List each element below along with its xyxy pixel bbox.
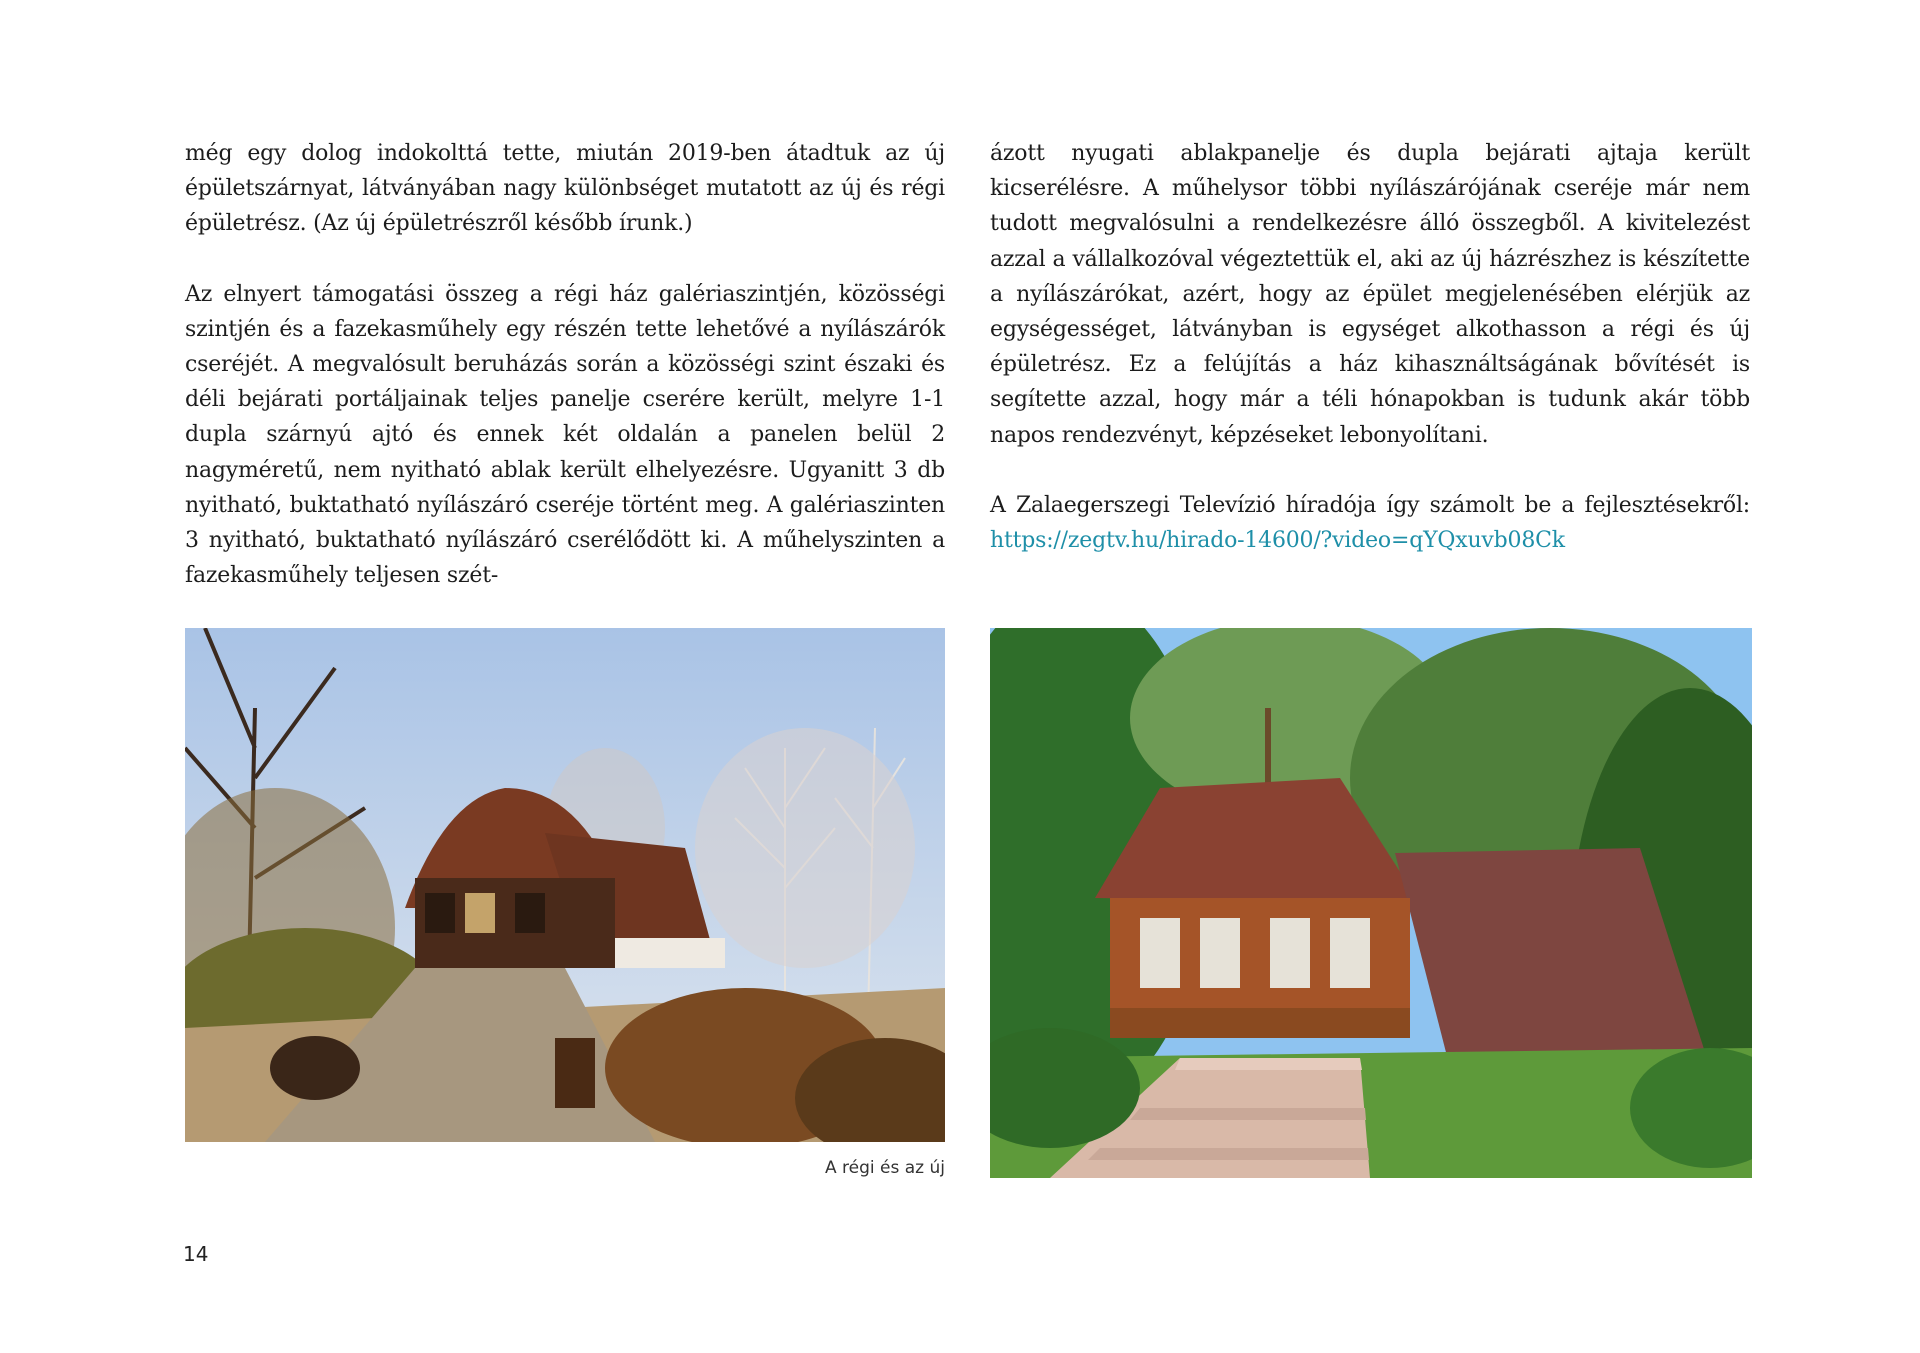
tv-text: A Zalaegerszegi Televízió híradója így számolt be a fejlesztésekről: (990, 492, 1750, 518)
photo-caption: A régi és az új (825, 1158, 945, 1178)
tv-paragraph (990, 488, 1750, 558)
tv-video-link[interactable]: https://zegtv.hu/hirado-14600/?video=qYQxuvb08Ck (990, 528, 1565, 554)
paragraph: ázott nyugati ablakpanelje és dupla bejárati ajtaja került kicserélésre. A műhelysor többi nyílászárójának cseréje már nem tudott megvalósulni a rendelkezésre álló összegből. A kivitelezést azzal a vállalkozóval végeztettük el, aki az új házrészhez is készítette a nyílászárókat, azért, hogy az épület megjelenésében elérjük az egységességet, látványban is egységet alkothasson a régi és új épületrész. Ez a felújítás a ház kihasználtságának bővítését is segítette azzal, hogy már a téli hónapokban is tudunk akár több napos rendezvényt, képzéseket lebonyolítani. (990, 141, 1750, 448)
paragraph: Az elnyert támogatási összeg a régi ház galériaszintjén, közösségi szintjén és a fazekasműhely egy részén tette lehetővé a nyílászárók cseréjét. A megvalósult beruházás során a közösségi szint északi és déli bejárati portáljainak teljes panelje cserére került, melyre 1-1 dupla szárnyú ajtó és ennek két oldalán a panelen belül 2 nagyméretű, nem nyitható ablak került elhelyezésre. Ugyanitt 3 db nyitható, buktatható nyílászáró cseréje történt meg. A galériaszinten 3 nyitható, buktatható nyílászáró cserélődött ki. A műhelyszinten a fazekasműhely teljesen szét- (185, 281, 945, 589)
paragraph: még egy dolog indokolttá tette, miután 2019-ben átadtuk az új épületszárnyat, látványában nagy különbséget mutatott az új és régi épületrész. (Az új épületrészről később írunk.) (185, 141, 945, 237)
photo-old-house (185, 628, 945, 1142)
right-text-column (990, 136, 1750, 558)
left-text-column (185, 136, 945, 593)
page-number: 14 (183, 1242, 209, 1266)
photo-new-house (990, 628, 1752, 1178)
